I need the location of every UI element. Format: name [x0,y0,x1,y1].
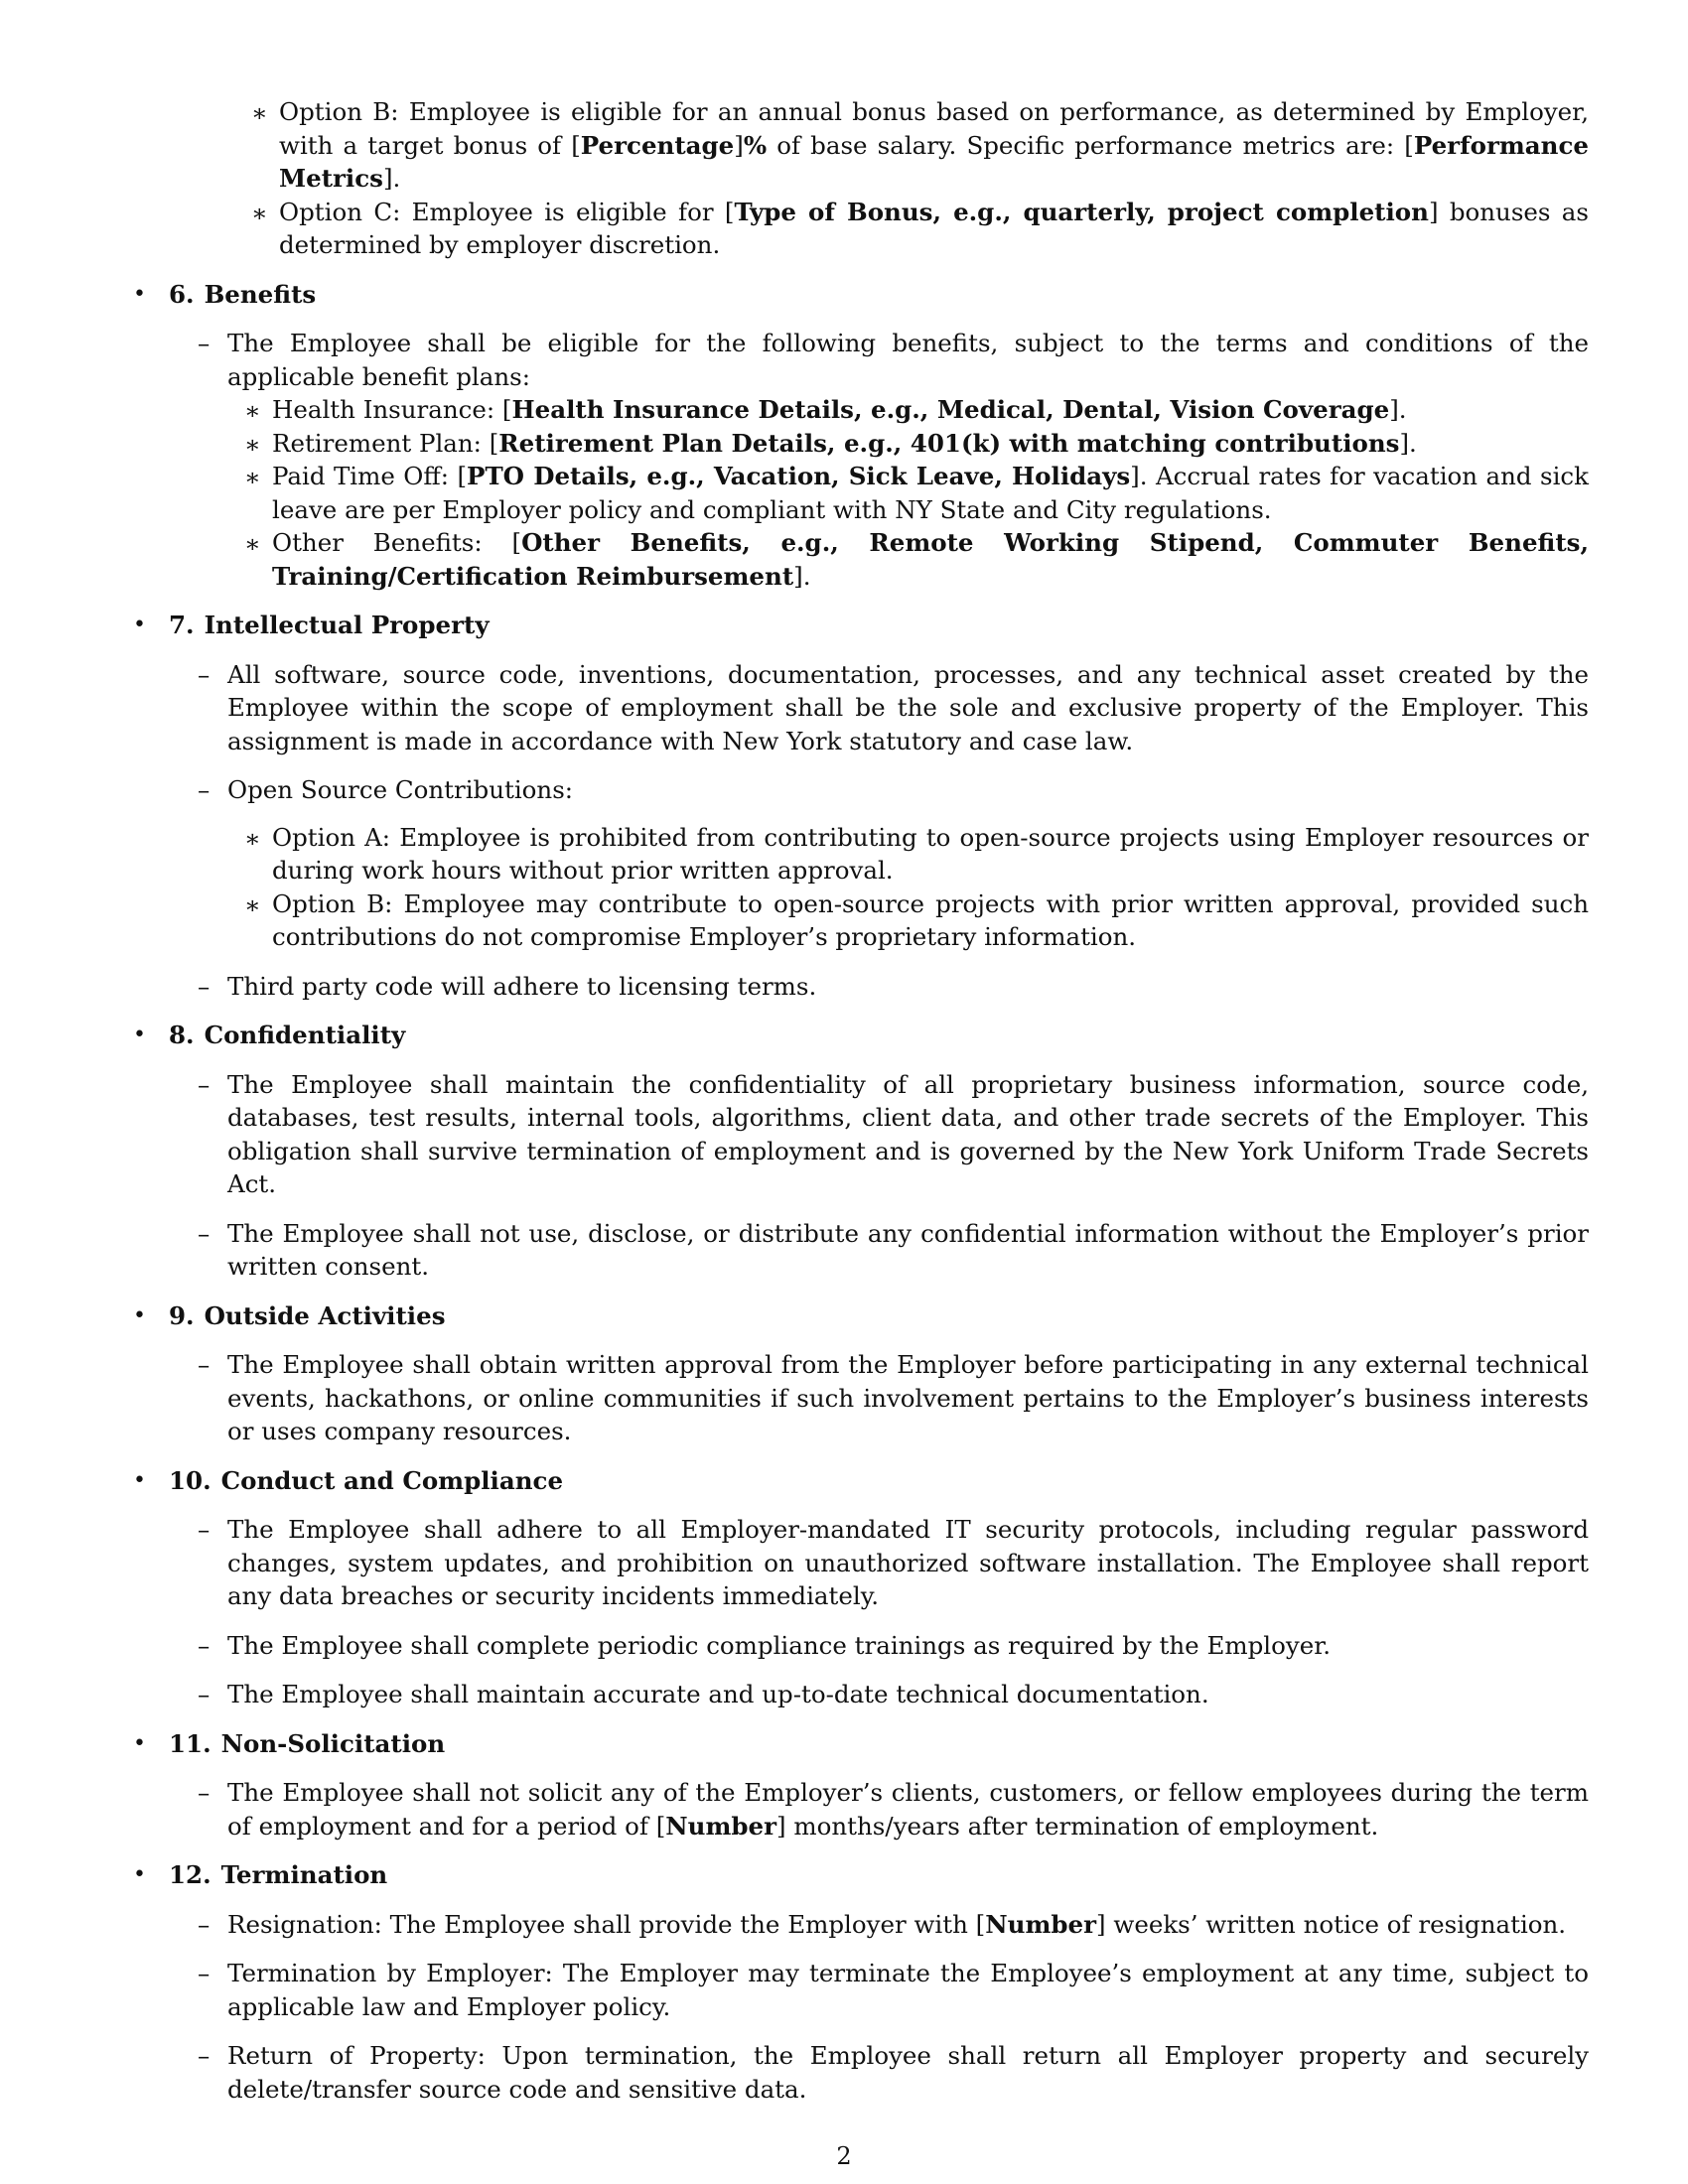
section-number: 7. [169,611,195,639]
clause-item [198,1217,1589,1284]
document-body [129,95,1589,2106]
dash-bullet-icon: – [198,2041,211,2070]
section-heading [169,1858,1589,1892]
section-12 [129,1858,1589,2106]
clause-text [227,1068,1589,1201]
bullet-icon: • [133,1862,146,1887]
clause-text [227,1217,1589,1284]
section-number: 6. [169,279,195,309]
text-run: The Employee shall not use, disclose, or distribute any confidential information without the Employer’s prior written consent. [227,1218,1589,1281]
clause-text [227,1908,1589,1942]
clause-text [227,1629,1589,1663]
sub-list [220,393,1589,593]
section-6 [129,278,1589,594]
asterisk-bullet-icon: ∗ [244,823,261,853]
text-run: Open Source Contributions: [227,775,574,804]
sub-list-item [251,95,1589,196]
section-heading [169,1464,1589,1498]
clause-item [198,1957,1589,2023]
dash-bullet-icon: – [198,1680,211,1708]
placeholder-field: % [743,130,768,160]
clause-item [198,970,1589,1004]
placeholder-field: Type of Bonus, e.g., quarterly, project completion [734,197,1429,226]
section-title: Non-Solicitation [220,1728,446,1758]
clause-item [198,1908,1589,1942]
text-run: ]. [1399,428,1417,458]
section-heading [169,609,1589,642]
section-heading [169,1727,1589,1761]
sub-list-item [244,393,1589,427]
placeholder-field: Percentage [580,130,735,160]
text-run: ] bonuses as determined by employer discretion. [279,197,1589,259]
clause-item [198,1513,1589,1613]
clause-text [227,1513,1589,1613]
agreement-sections [129,278,1589,2107]
clause-item [198,1776,1589,1843]
text-run: The Employee shall be eligible for the following benefits, subject to the terms and conditions of the applicable benefit plans: [227,329,1589,391]
text-run: Option C: Employee is eligible for [ [279,197,735,226]
asterisk-bullet-icon: ∗ [251,98,268,127]
placeholder-field: Number [665,1811,777,1841]
placeholder-field: Health Insurance Details, e.g., Medical, Dental, Vision Coverage [511,395,1390,424]
text-run: of base salary. Specific performance metrics are: [ [767,130,1414,160]
bullet-icon: • [133,1023,146,1047]
page-number: 2 [836,2142,852,2170]
sub-list-item [251,196,1589,262]
text-run: The Employee shall not solicit any of the Employer’s clients, customers, or fellow employees during the term of employment and for a period of [ [227,1778,1589,1841]
section-number: 10. [169,1465,211,1495]
dash-bullet-icon: – [198,1630,211,1660]
placeholder-field: Number [985,1909,1096,1939]
sub-list-item [244,460,1589,526]
sub-list-item [244,887,1589,954]
text-run: Other Benefits: [ [272,528,522,557]
section-title: Intellectual Property [204,611,490,639]
text-run: ] weeks’ written notice of resignation. [1096,1909,1567,1939]
dash-bullet-icon: – [198,1069,211,1099]
clause-item [198,1348,1589,1448]
clause-text [227,970,1589,1004]
section-11 [129,1727,1589,1843]
text-run: ]. [382,164,401,193]
clause-item [198,1629,1589,1663]
asterisk-bullet-icon: ∗ [251,198,268,227]
placeholder-field: Other Benefits, e.g., Remote Working Stipend, Commuter Benefits, Training/Certification Reimbursement [272,528,1589,591]
text-run: Retirement Plan: [ [272,428,499,458]
placeholder-field: Performance Metrics [279,130,1589,193]
text-run: The Employee shall maintain accurate and up-to-date technical documentation. [227,1680,1209,1708]
clause-item [198,2039,1589,2106]
clause-text [227,1678,1589,1711]
dash-bullet-icon: – [198,775,211,804]
text-run: Resignation: The Employee shall provide the Employer with [ [227,1909,986,1939]
section-title: Confidentiality [204,1021,406,1049]
asterisk-bullet-icon: ∗ [244,396,261,425]
bullet-icon: • [133,1730,146,1756]
text-run: ]. Accrual rates for vacation and sick leave are per Employer policy and compliant with NY State and City regulations. [272,462,1589,524]
section-10 [129,1464,1589,1711]
text-run: All software, source code, inventions, documentation, processes, and any technical asset created by the Employee within the scope of employment shall be the sole and exclusive property of the Employer. This assignment is made in accordance with New York statutory and case law. [227,659,1589,755]
clause-item [198,1068,1589,1201]
text-run: The Employee shall obtain written approval from the Employer before participating in any external technical events, hackathons, or online communities if such involvement pertains to the Employer’s business interests or uses company resources. [227,1350,1589,1445]
text-run: ]. [1389,395,1407,424]
section-number: 9. [169,1300,195,1330]
dash-bullet-icon: – [198,1959,211,1987]
asterisk-bullet-icon: ∗ [244,429,261,459]
text-run: ]. [793,561,811,591]
text-run: The Employee shall complete periodic compliance trainings as required by the Employer. [227,1630,1332,1660]
section-number: 8. [169,1021,195,1049]
sub-list-item [244,526,1589,593]
dash-bullet-icon: – [198,1778,211,1807]
section-heading [169,1019,1589,1052]
section-9 [129,1299,1589,1448]
section-title: Conduct and Compliance [220,1465,564,1495]
text-run: The Employee shall adhere to all Employer-mandated IT security protocols, including regular password changes, system updates, and prohibition on unauthorized software installation. The Employee shall report any data breaches or security incidents immediately. [227,1515,1589,1610]
clause-item [198,658,1589,758]
text-run: ] [734,130,744,160]
dash-bullet-icon: – [198,1515,211,1544]
clause-text [227,773,1589,807]
clause-item [198,773,1589,954]
bullet-icon: • [133,613,146,637]
placeholder-field: Retirement Plan Details, e.g., 401(k) with matching contributions [498,428,1400,458]
dash-bullet-icon: – [198,1350,211,1379]
text-run: Termination by Employer: The Employer may terminate the Employee’s employment at any time, subject to applicable law and Employer policy. [227,1959,1589,2021]
asterisk-bullet-icon: ∗ [244,529,261,558]
text-run: Option B: Employee may contribute to open-source projects with prior written approval, provided such contributions do not compromise Employer’s proprietary information. [272,888,1589,951]
section-title: Termination [220,1860,388,1889]
section-heading [169,278,1589,312]
dash-bullet-icon: – [198,329,211,357]
continued-bonus-options [129,95,1589,262]
bullet-icon: • [133,1302,146,1328]
section-7 [129,609,1589,1003]
clause-item [198,327,1589,593]
sub-list-item [244,427,1589,461]
clause-text [227,1957,1589,2023]
text-run: Third party code will adhere to licensing terms. [227,971,817,1001]
clause-text [227,1776,1589,1843]
text-run: Paid Time Off: [ [272,462,468,490]
dash-bullet-icon: – [198,1218,211,1248]
clause-text [227,2039,1589,2106]
section-number: 11. [169,1728,211,1758]
section-title: Outside Activities [204,1300,446,1330]
dash-bullet-icon: – [198,971,211,1001]
placeholder-field: PTO Details, e.g., Vacation, Sick Leave, Holidays [467,462,1131,490]
clause-text [227,658,1589,758]
dash-bullet-icon: – [198,659,211,689]
sub-list-item [244,821,1589,887]
section-heading [169,1299,1589,1333]
asterisk-bullet-icon: ∗ [244,463,261,491]
text-run: Option A: Employee is prohibited from contributing to open-source projects using Employer resources or during work hours without prior written approval. [272,822,1589,885]
text-run: Health Insurance: [ [272,395,512,424]
bullet-icon: • [133,281,146,307]
clause-item [198,1678,1589,1711]
clause-text [227,1348,1589,1448]
section-number: 12. [169,1860,211,1889]
section-8 [129,1019,1589,1284]
text-run: ] months/years after termination of employment. [776,1811,1379,1841]
section-title: Benefits [204,279,317,309]
sub-list [220,821,1589,954]
asterisk-bullet-icon: ∗ [244,889,261,919]
clause-text [227,327,1589,393]
text-run: The Employee shall maintain the confidentiality of all proprietary business information, source code, databases, test results, internal tools, algorithms, client data, and other trade secrets of the Employer. This obligation shall survive termination of employment and is governed by the New York Uniform Trade Secrets Act. [227,1069,1589,1198]
text-run: Option B: Employee is eligible for an annual bonus based on performance, as determined by Employer, with a target bonus of [ [279,97,1589,160]
bullet-icon: • [133,1467,146,1493]
text-run: Return of Property: Upon termination, the Employee shall return all Employer property and securely delete/transfer source code and sensitive data. [227,2041,1589,2104]
dash-bullet-icon: – [198,1909,211,1939]
